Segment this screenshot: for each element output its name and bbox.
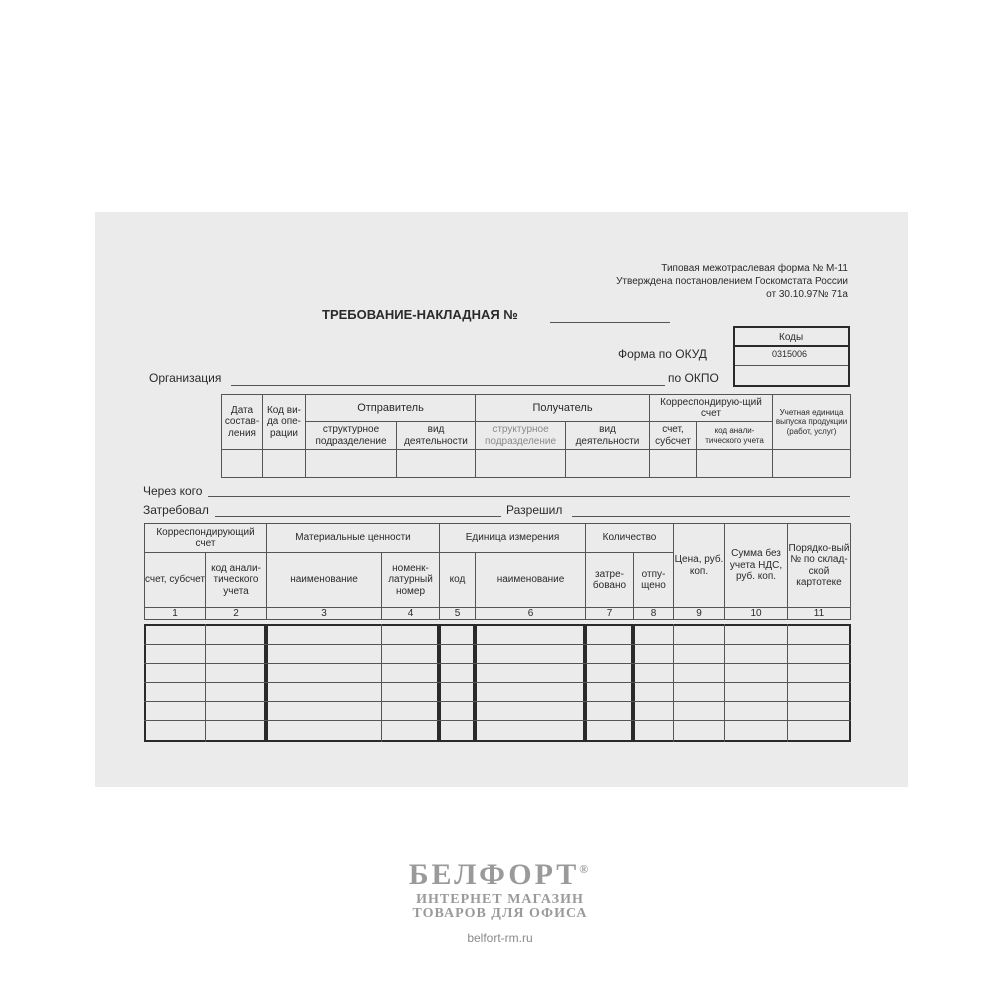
body-row-line bbox=[144, 720, 851, 721]
body-row-line bbox=[144, 663, 851, 664]
col-date: Дата состав-ления bbox=[224, 404, 260, 439]
body-col-line bbox=[724, 624, 725, 742]
body-block-materials bbox=[266, 624, 439, 742]
brand-site[interactable]: belfort-rm.ru bbox=[467, 931, 533, 945]
codes-divider-2 bbox=[735, 365, 848, 366]
brand-name bbox=[0, 858, 1000, 892]
okud-label: Форма по ОКУД bbox=[618, 347, 707, 361]
main-quantity: Количество bbox=[602, 532, 657, 544]
col-struct-unit: структурное подразделение bbox=[315, 424, 387, 447]
okpo-label: по ОКПО bbox=[668, 371, 719, 385]
col-number: 9 bbox=[696, 608, 702, 620]
col-number: 1 bbox=[172, 608, 178, 620]
body-row-line bbox=[144, 644, 851, 645]
col-number: 5 bbox=[454, 608, 461, 620]
col-number: 2 bbox=[233, 608, 239, 620]
body-block-requested bbox=[585, 624, 633, 742]
codes-divider bbox=[735, 345, 848, 347]
form-sheet bbox=[95, 212, 908, 787]
via-label: Через кого bbox=[143, 484, 203, 498]
col-unit: Учетная единица выпуска продукции (работ, услуг) bbox=[775, 408, 848, 436]
form-title: ТРЕБОВАНИЕ-НАКЛАДНАЯ № bbox=[322, 307, 518, 322]
body-row-line bbox=[144, 682, 851, 683]
col-number: 3 bbox=[321, 608, 327, 620]
col-number: 6 bbox=[527, 608, 534, 620]
col-number: 10 bbox=[750, 608, 762, 620]
body-col-line bbox=[787, 624, 788, 742]
requested-line bbox=[215, 516, 501, 517]
main-material: Материальные ценности bbox=[295, 532, 411, 544]
main-unit: Единица измерения bbox=[465, 532, 560, 544]
col-activity-2: вид деятельности bbox=[575, 424, 640, 447]
col-receiver: Получатель bbox=[532, 401, 593, 414]
body-col-line bbox=[205, 624, 206, 742]
main-released: отпу-щено bbox=[641, 568, 666, 591]
main-sum: Сумма без учета НДС, руб. коп. bbox=[729, 548, 783, 583]
main-price: Цена, руб. коп. bbox=[674, 554, 724, 577]
col-op-code: Код ви-да опе-рации bbox=[266, 404, 302, 439]
brand-line1: ИНТЕРНЕТ МАГАЗИН bbox=[416, 892, 584, 907]
body-block-code bbox=[439, 624, 475, 742]
allowed-line bbox=[572, 516, 850, 517]
organization-label: Организация bbox=[149, 371, 222, 385]
col-sender: Отправитель bbox=[357, 401, 424, 414]
main-requested: затре-бовано bbox=[592, 568, 627, 591]
body-block-rest bbox=[633, 624, 851, 742]
col-analytic-code: код анали-тического учета bbox=[705, 426, 764, 445]
main-nomen-number: номенк-латурный номер bbox=[388, 562, 433, 597]
form-approved-line: Утверждена постановлением Госкомстата России bbox=[616, 276, 848, 287]
via-line bbox=[208, 496, 850, 497]
body-row-line bbox=[144, 701, 851, 702]
requested-label: Затребовал bbox=[143, 503, 209, 517]
col-number: 8 bbox=[650, 608, 657, 620]
col-struct-unit-2: структурное подразделение bbox=[484, 424, 557, 447]
main-analytic-code: код анали-тического учета bbox=[211, 562, 261, 597]
col-number: 4 bbox=[407, 608, 414, 620]
body-col-line bbox=[673, 624, 674, 742]
col-number: 7 bbox=[606, 608, 613, 620]
main-name: наименование bbox=[290, 574, 358, 586]
title-number-line bbox=[550, 322, 670, 323]
col-corr-account: Корреспондирую-щий счет bbox=[660, 396, 762, 419]
main-card-number: Порядко-вый № по склад-ской картотеке bbox=[788, 542, 850, 588]
main-code: код bbox=[449, 574, 466, 586]
body-col-line bbox=[381, 624, 382, 742]
organization-line bbox=[231, 385, 665, 386]
form-type-line: Типовая межотраслевая форма № М-11 bbox=[661, 263, 848, 274]
brand-name-text: БЕЛФОРТ bbox=[408, 858, 580, 891]
col-activity: вид деятельности bbox=[404, 424, 468, 447]
col-account-sub: счет, субсчет bbox=[655, 424, 691, 447]
col-number: 11 bbox=[813, 608, 825, 620]
main-unit-name: наименование bbox=[496, 574, 565, 586]
top-table-row-line bbox=[221, 449, 851, 450]
brand-reg: ® bbox=[579, 862, 592, 876]
allowed-label: Разрешил bbox=[506, 503, 563, 517]
main-account-sub: счет, субсчет bbox=[145, 574, 205, 586]
brand-line2: ТОВАРОВ ДЛЯ ОФИСА bbox=[412, 906, 588, 921]
okud-value: 0315006 bbox=[772, 349, 808, 359]
codes-header: Коды bbox=[779, 332, 804, 343]
body-block-unit-name bbox=[475, 624, 585, 742]
main-corr-account: Корреспондирующий счет bbox=[156, 526, 255, 549]
form-date-line: от 30.10.97№ 71а bbox=[766, 289, 848, 300]
